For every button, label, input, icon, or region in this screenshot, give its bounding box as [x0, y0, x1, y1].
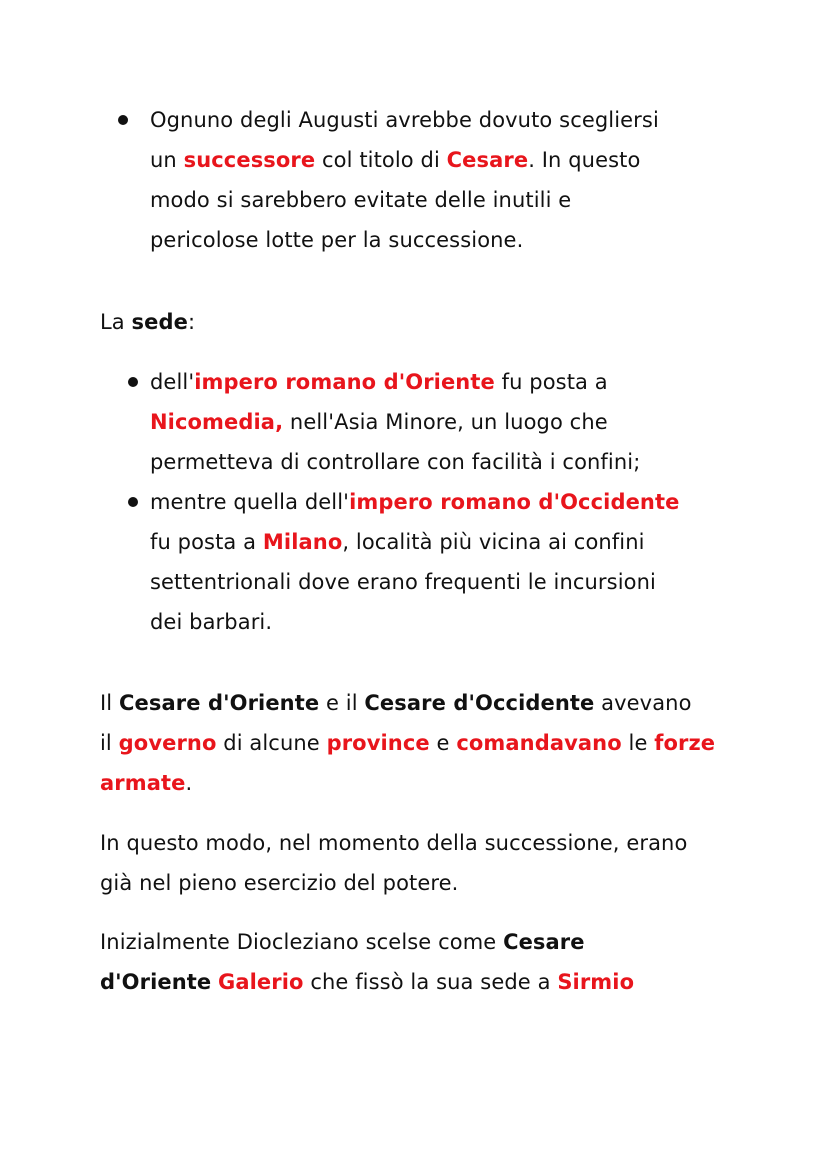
text: le	[621, 731, 655, 755]
highlight-impero-oriente: impero romano d'Oriente	[194, 370, 495, 394]
highlight-successore: successore	[183, 148, 316, 172]
text-line	[100, 763, 192, 803]
text-line	[100, 962, 634, 1002]
bold-cesare: Cesare	[503, 930, 585, 954]
text: Inizialmente Diocleziano scelse come	[100, 930, 504, 954]
highlight-milano: Milano	[262, 530, 343, 554]
text-line	[150, 522, 645, 562]
text: permetteva di controllare con facilità i confini;	[150, 450, 641, 474]
section-heading-sede	[100, 302, 195, 342]
text: modo si sarebbero evitate delle inutili e	[150, 188, 572, 212]
text: col titolo di	[315, 148, 447, 172]
text: .	[185, 771, 193, 795]
text: e il	[319, 691, 365, 715]
text: dell'	[150, 370, 195, 394]
text: In questo modo, nel momento della successione, erano	[100, 831, 688, 855]
text: di alcune	[216, 731, 327, 755]
highlight-galerio: Galerio	[218, 970, 304, 994]
text	[211, 970, 218, 994]
highlight-province: province	[326, 731, 430, 755]
bullet-point	[128, 497, 138, 507]
text-line	[150, 180, 571, 220]
text-line	[150, 562, 656, 602]
highlight-nicomedia: Nicomedia,	[150, 410, 284, 434]
text-line	[150, 402, 608, 442]
text-line	[100, 723, 715, 763]
text-line	[150, 442, 640, 482]
text: fu posta a	[494, 370, 608, 394]
text: settentrionali dove erano frequenti le incursioni	[150, 570, 656, 594]
text-line	[100, 922, 585, 962]
text: pericolose lotte per la successione.	[150, 228, 524, 252]
text: Ognuno degli Augusti avrebbe dovuto scegliersi	[150, 108, 659, 132]
text-line	[150, 602, 272, 642]
highlight-sirmio: Sirmio	[557, 970, 635, 994]
text: e	[429, 731, 457, 755]
text: fu posta a	[150, 530, 263, 554]
text: il	[100, 731, 119, 755]
bold-cesare-occidente: Cesare d'Occidente	[364, 691, 595, 715]
highlight-impero-occidente: impero romano d'Occidente	[349, 490, 680, 514]
highlight-comandavano: comandavano	[456, 731, 622, 755]
bold-d-oriente: d'Oriente	[100, 970, 212, 994]
text-line	[100, 863, 458, 903]
bold-sede: sede	[131, 310, 188, 334]
text: un	[150, 148, 184, 172]
highlight-armate: armate	[100, 771, 186, 795]
highlight-forze: forze	[654, 731, 716, 755]
bold-cesare-oriente: Cesare d'Oriente	[119, 691, 320, 715]
text-line	[100, 823, 687, 863]
text: Il	[100, 691, 120, 715]
text-line	[150, 140, 640, 180]
text-line	[150, 362, 608, 402]
highlight-cesare: Cesare	[446, 148, 529, 172]
text-line	[150, 220, 523, 260]
text-line	[150, 100, 659, 140]
text: dei barbari.	[150, 610, 273, 634]
text-line	[100, 683, 692, 723]
bullet-point	[118, 115, 128, 125]
text: nell'Asia Minore, un luogo che	[283, 410, 608, 434]
text-line	[150, 482, 679, 522]
highlight-governo: governo	[118, 731, 217, 755]
bullet-point	[128, 377, 138, 387]
text: La	[100, 310, 132, 334]
text: mentre quella dell'	[150, 490, 350, 514]
text: che fissò la sua sede a	[303, 970, 558, 994]
text: già nel pieno esercizio del potere.	[100, 871, 459, 895]
text: . In questo	[528, 148, 641, 172]
text: , località più vicina ai confini	[342, 530, 645, 554]
text: avevano	[594, 691, 692, 715]
text: :	[187, 310, 196, 334]
